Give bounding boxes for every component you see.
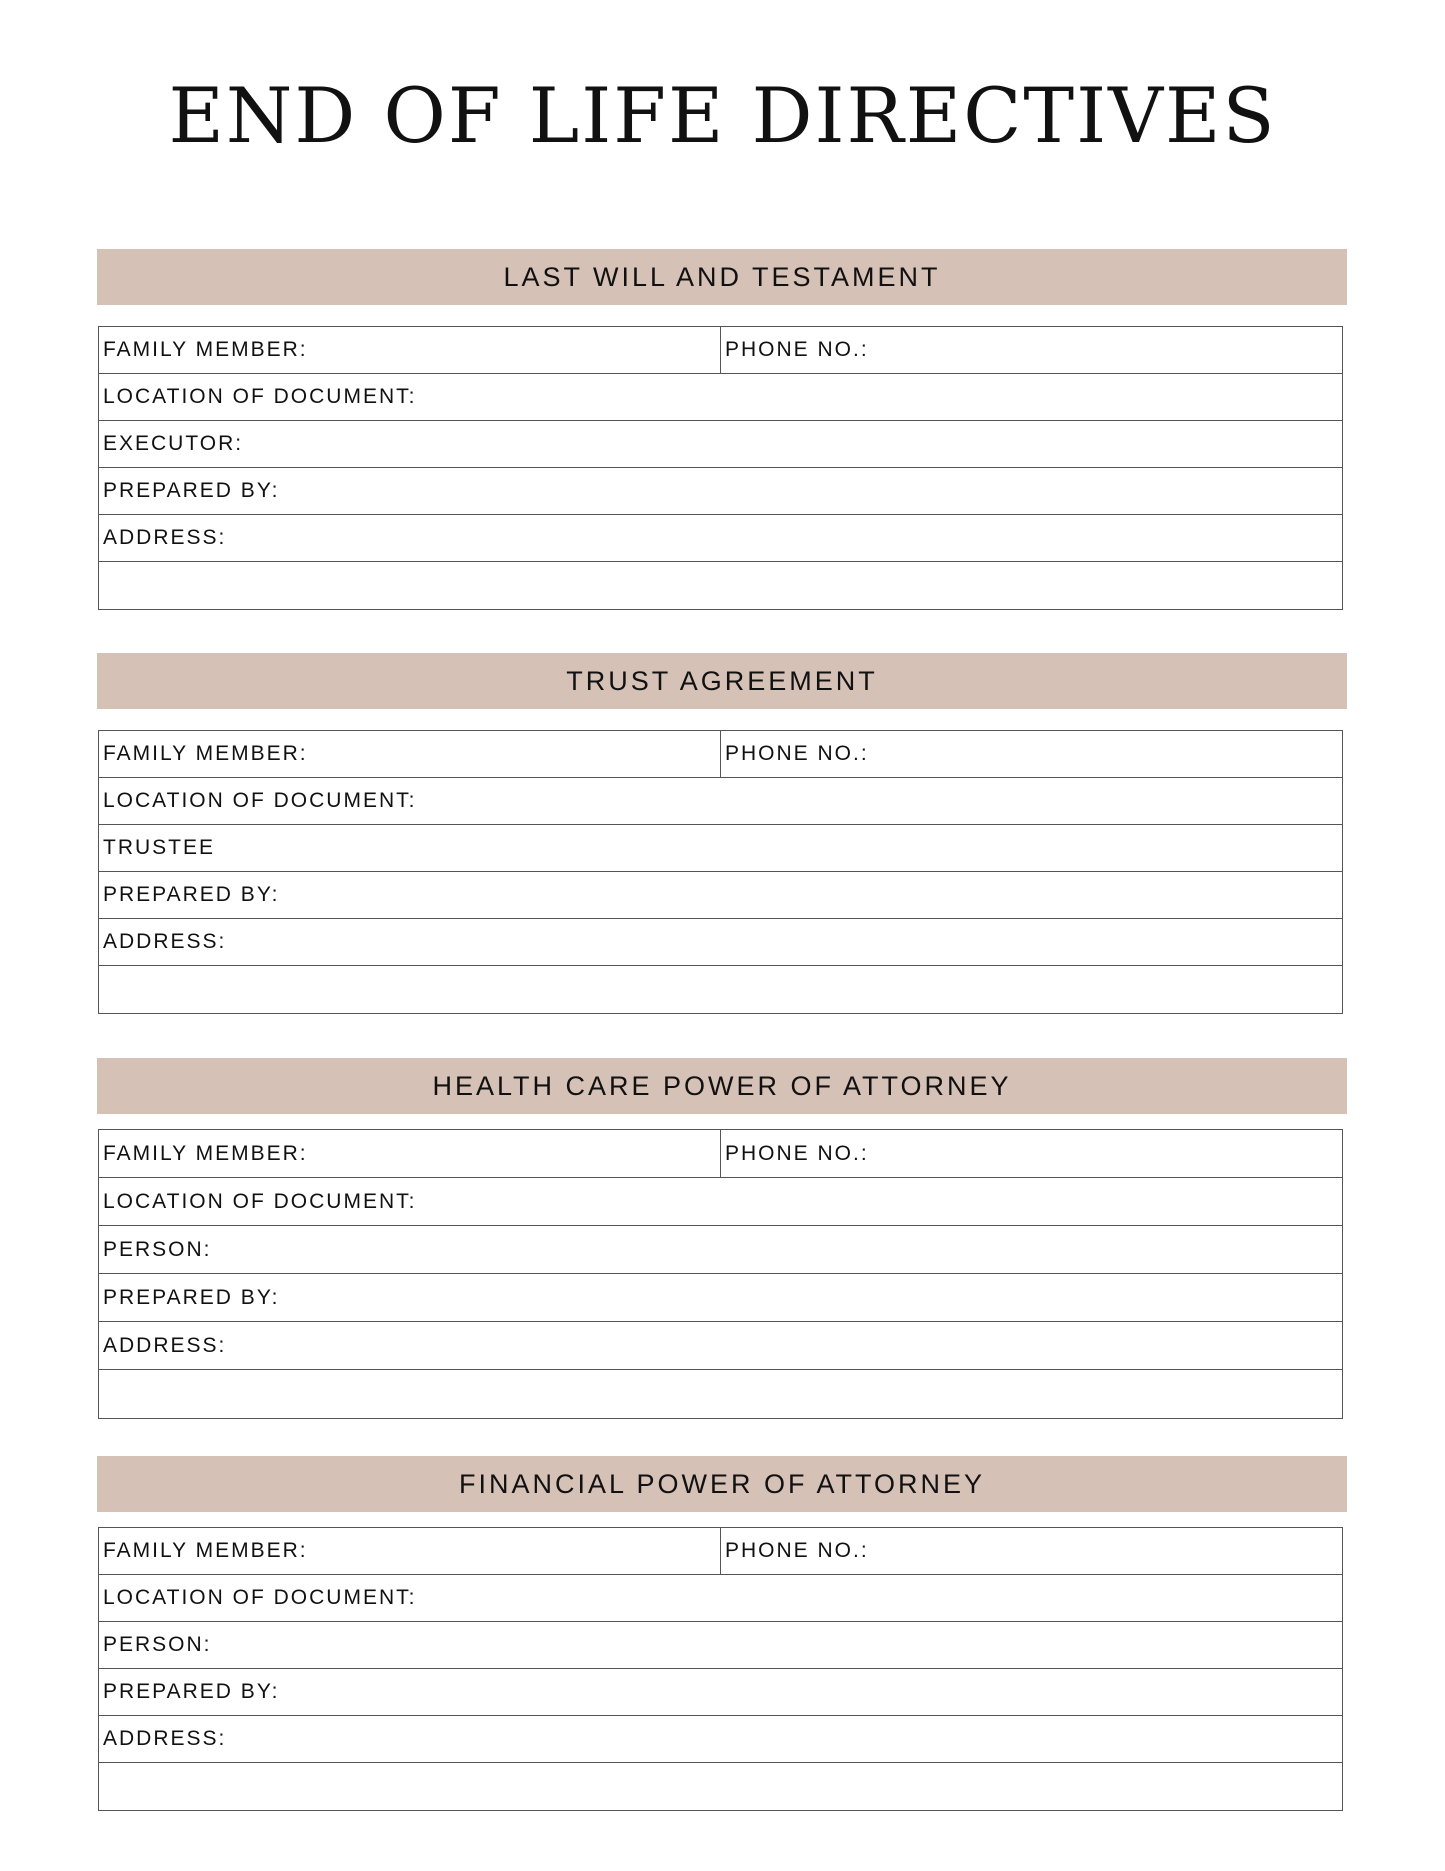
form-row — [99, 562, 1342, 609]
address-field[interactable]: ADDRESS: — [103, 526, 227, 549]
form-row — [99, 1226, 1342, 1274]
family-member-field[interactable]: FAMILY MEMBER: — [99, 327, 721, 373]
form-row — [99, 327, 1342, 374]
form-row — [99, 374, 1342, 421]
trustee-field[interactable]: TRUSTEE — [103, 836, 216, 859]
address-line-2-field[interactable] — [99, 562, 1342, 609]
section-financial-poa — [97, 1456, 1347, 1811]
form-row — [99, 1370, 1342, 1418]
form-row — [99, 1669, 1342, 1716]
page-title: END OF LIFE DIRECTIVES — [168, 71, 1277, 160]
form-row — [99, 731, 1342, 778]
prepared-by-field[interactable]: PREPARED BY: — [103, 883, 280, 906]
form-row — [99, 1274, 1342, 1322]
executor-field[interactable]: EXECUTOR: — [103, 432, 244, 455]
section-health-care-poa — [97, 1058, 1347, 1419]
address-field[interactable]: ADDRESS: — [103, 1333, 227, 1357]
prepared-by-field[interactable]: PREPARED BY: — [103, 1285, 280, 1309]
address-line-2-field[interactable] — [99, 966, 1342, 1013]
form-row — [99, 872, 1342, 919]
address-line-2-field[interactable] — [99, 1763, 1342, 1810]
section-heading: FINANCIAL POWER OF ATTORNEY — [97, 1456, 1347, 1512]
prepared-by-field[interactable]: PREPARED BY: — [103, 479, 280, 502]
section-heading: TRUST AGREEMENT — [97, 653, 1347, 709]
phone-field[interactable]: PHONE NO.: — [725, 338, 869, 361]
family-member-field[interactable]: FAMILY MEMBER: — [99, 731, 721, 777]
form-table — [98, 1527, 1343, 1811]
address-line-2-field[interactable] — [99, 1370, 1342, 1418]
family-member-field[interactable]: FAMILY MEMBER: — [99, 1528, 721, 1574]
form-row — [99, 1130, 1342, 1178]
form-row — [99, 1322, 1342, 1370]
location-field[interactable]: LOCATION OF DOCUMENT: — [103, 1189, 417, 1213]
form-row — [99, 1716, 1342, 1763]
form-row — [99, 1528, 1342, 1575]
form-row — [99, 966, 1342, 1013]
form-row — [99, 468, 1342, 515]
person-field[interactable]: PERSON: — [103, 1237, 212, 1261]
form-row — [99, 515, 1342, 562]
phone-field[interactable]: PHONE NO.: — [725, 742, 869, 765]
prepared-by-field[interactable]: PREPARED BY: — [103, 1680, 280, 1703]
form-row — [99, 1763, 1342, 1810]
address-field[interactable]: ADDRESS: — [103, 930, 227, 953]
location-field[interactable]: LOCATION OF DOCUMENT: — [103, 385, 417, 408]
form-table — [98, 326, 1343, 610]
phone-field[interactable]: PHONE NO.: — [725, 1539, 869, 1562]
section-last-will — [97, 249, 1347, 610]
form-row — [99, 919, 1342, 966]
section-heading: LAST WILL AND TESTAMENT — [97, 249, 1347, 305]
section-heading: HEALTH CARE POWER OF ATTORNEY — [97, 1058, 1347, 1114]
form-row — [99, 421, 1342, 468]
location-field[interactable]: LOCATION OF DOCUMENT: — [103, 1586, 417, 1609]
phone-field[interactable]: PHONE NO.: — [725, 1141, 869, 1165]
form-row — [99, 1622, 1342, 1669]
person-field[interactable]: PERSON: — [103, 1633, 212, 1656]
form-table — [98, 1129, 1343, 1419]
address-field[interactable]: ADDRESS: — [103, 1727, 227, 1750]
form-table — [98, 730, 1343, 1014]
location-field[interactable]: LOCATION OF DOCUMENT: — [103, 789, 417, 812]
family-member-field[interactable]: FAMILY MEMBER: — [99, 1130, 721, 1177]
form-row — [99, 1178, 1342, 1226]
section-trust-agreement — [97, 653, 1347, 1014]
form-row — [99, 778, 1342, 825]
form-row — [99, 825, 1342, 872]
form-row — [99, 1575, 1342, 1622]
